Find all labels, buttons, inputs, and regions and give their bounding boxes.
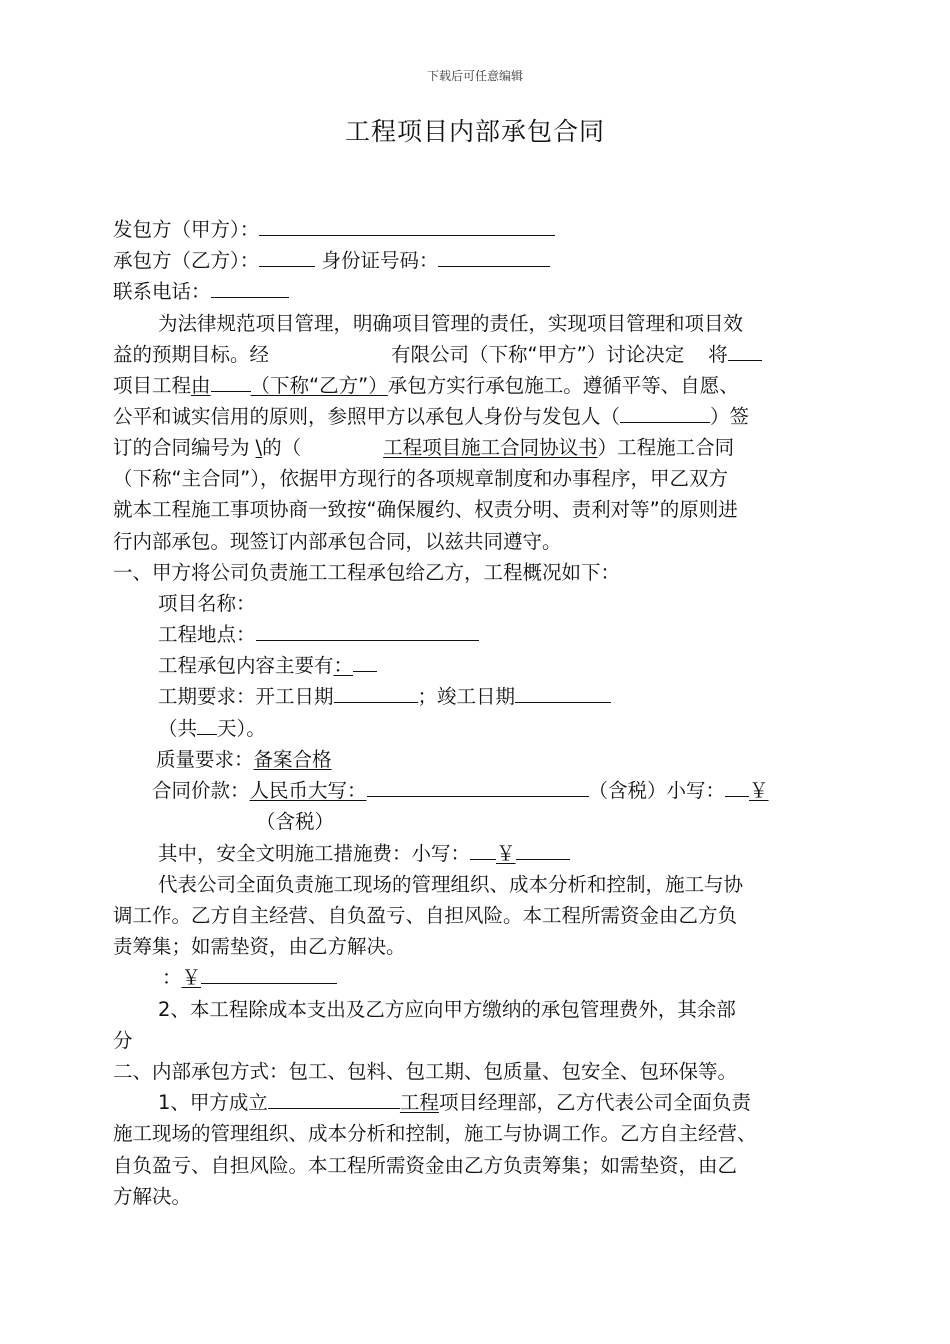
text-run: ）工程施工合同 xyxy=(597,436,735,459)
contract-number: \ xyxy=(255,436,263,459)
section-heading: 一、甲方将公司负责施工工程承包给乙方，工程概况如下： xyxy=(113,561,621,584)
quality-label: 质量要求： xyxy=(156,748,254,771)
party-a-blank xyxy=(259,215,555,236)
paragraph-line xyxy=(113,401,749,432)
text-run: 承包方实行承包施工。遵循平等、自愿、 xyxy=(387,374,739,397)
location-label: 工程地点： xyxy=(158,623,256,646)
fee-blank xyxy=(201,963,337,984)
id-number-label: 身份证号码： xyxy=(315,249,439,272)
party-b-line xyxy=(113,245,550,276)
party-b-label: 承包方（乙方）： xyxy=(113,249,260,272)
underlined-run: 由 xyxy=(191,374,211,397)
paragraph-line: 责筹集；如需垫资，由乙方解决。 xyxy=(113,935,406,958)
section-heading: 二、内部承包方式：包工、包料、包工期、包质量、包安全、包环保等。 xyxy=(113,1060,738,1083)
start-date-blank xyxy=(334,682,418,703)
paragraph-line: 就本工程施工事项协商一致按“确保履约、权责分明、责利对等”的原则进 xyxy=(113,498,738,521)
schedule-line xyxy=(158,681,611,712)
quality-line xyxy=(156,744,332,775)
party-a-label: 发包方（甲方）： xyxy=(113,218,260,241)
text-run: （共 xyxy=(158,717,198,740)
project-name-blank xyxy=(728,340,762,361)
paragraph-line xyxy=(113,432,734,463)
text-run: ）签 xyxy=(710,405,750,428)
paragraph-line: （下称“主合同”），依据甲方现行的各项规章制度和办事程序，甲乙双方 xyxy=(113,467,728,490)
scope-blank xyxy=(353,651,377,672)
project-name-line: 项目名称： xyxy=(158,592,256,615)
paragraph-line xyxy=(113,370,739,401)
end-date-blank xyxy=(515,682,611,703)
phone-label: 联系电话： xyxy=(113,280,211,303)
text-run: 的（ xyxy=(262,436,302,459)
party-b-name-blank xyxy=(211,371,251,392)
project-location-line xyxy=(158,619,479,650)
paragraph-line: 方解决。 xyxy=(113,1185,192,1208)
safety-fee-prefix xyxy=(470,839,496,860)
employer-blank xyxy=(620,402,710,423)
party-b-blank xyxy=(259,246,315,267)
text-run: 订的合同编号为 xyxy=(113,436,250,459)
price-label: 合同价款： xyxy=(152,779,250,802)
price-line xyxy=(152,775,769,806)
text-run: 项目工程 xyxy=(113,374,192,397)
text-run: 将 xyxy=(708,343,728,366)
yuan-symbol: ￥ xyxy=(181,966,202,989)
paragraph-line: 代表公司全面负责施工现场的管理组织、成本分析和控制，施工与协 xyxy=(158,873,744,896)
days-blank xyxy=(197,714,217,735)
end-date-label: ；竣工日期 xyxy=(417,685,516,708)
page-title: 工程项目内部承包合同 xyxy=(344,117,605,146)
text-run: 1、甲方成立 xyxy=(158,1091,268,1114)
project-dept-blank xyxy=(268,1088,400,1109)
text-run: 益的预期目标。经 xyxy=(113,343,270,366)
paragraph-line: 2、本工程除成本支出及乙方应向甲方缴纳的承包管理费外，其余部 xyxy=(158,998,736,1021)
fee-line xyxy=(162,962,337,993)
paragraph-line: 施工现场的管理组织、成本分析和控制，施工与协调工作。乙方自主经营、 xyxy=(113,1122,757,1145)
underlined-run: ： xyxy=(333,654,354,677)
text-run: 公平和诚实信用的原则，参照甲方以承包人身份与发包人（ xyxy=(113,405,621,428)
paragraph-line xyxy=(113,339,762,370)
party-a-line xyxy=(113,214,555,245)
safety-fee-blank xyxy=(516,839,570,860)
text-run: 项目经理部，乙方代表公司全面负责 xyxy=(438,1091,751,1114)
agreement-title: 工程项目施工合同协议书 xyxy=(383,436,598,459)
price-words-label: 人民币大写： xyxy=(249,779,367,802)
underlined-run: 工程 xyxy=(399,1091,439,1114)
yuan-symbol: ￥ xyxy=(496,842,516,865)
text-run: （含税）小写： xyxy=(588,779,726,802)
price-words-blank xyxy=(367,776,589,797)
price-figure-prefix xyxy=(725,776,749,797)
phone-line xyxy=(113,276,289,307)
text-run: ： xyxy=(162,966,182,989)
safety-fee-line xyxy=(158,838,570,869)
header-note: 下载后可任意编辑 xyxy=(426,69,523,83)
paragraph-line: 为法律规范项目管理，明确项目管理的责任，实现项目管理和项目效 xyxy=(158,312,744,335)
start-date-label: 工期要求：开工日期 xyxy=(158,685,334,708)
paragraph-line: 行内部承包。现签订内部承包合同，以兹共同遵守。 xyxy=(113,530,562,553)
tax-note: （含税） xyxy=(256,810,335,833)
scope-line xyxy=(158,650,377,681)
scope-label: 工程承包内容主要有 xyxy=(158,654,334,677)
quality-value: 备案合格 xyxy=(253,748,332,771)
underlined-run: （下称“乙方”） xyxy=(250,374,388,397)
phone-blank xyxy=(211,277,289,298)
yuan-symbol: ￥ xyxy=(749,779,769,802)
safety-fee-label: 其中，安全文明施工措施费：小写： xyxy=(158,842,471,865)
paragraph-line: 自负盈亏、自担风险。本工程所需资金由乙方负责筹集；如需垫资，由乙 xyxy=(113,1154,738,1177)
paragraph-line: 分 xyxy=(113,1029,133,1052)
paragraph-line xyxy=(158,1087,751,1118)
duration-line xyxy=(158,713,266,744)
paragraph-line: 调工作。乙方自主经营、自负盈亏、自担风险。本工程所需资金由乙方负 xyxy=(113,904,738,927)
text-run: 天）。 xyxy=(217,717,266,740)
location-blank xyxy=(256,620,479,641)
id-number-blank xyxy=(438,246,550,267)
text-run: 有限公司（下称“甲方”）讨论决定 xyxy=(391,343,685,366)
